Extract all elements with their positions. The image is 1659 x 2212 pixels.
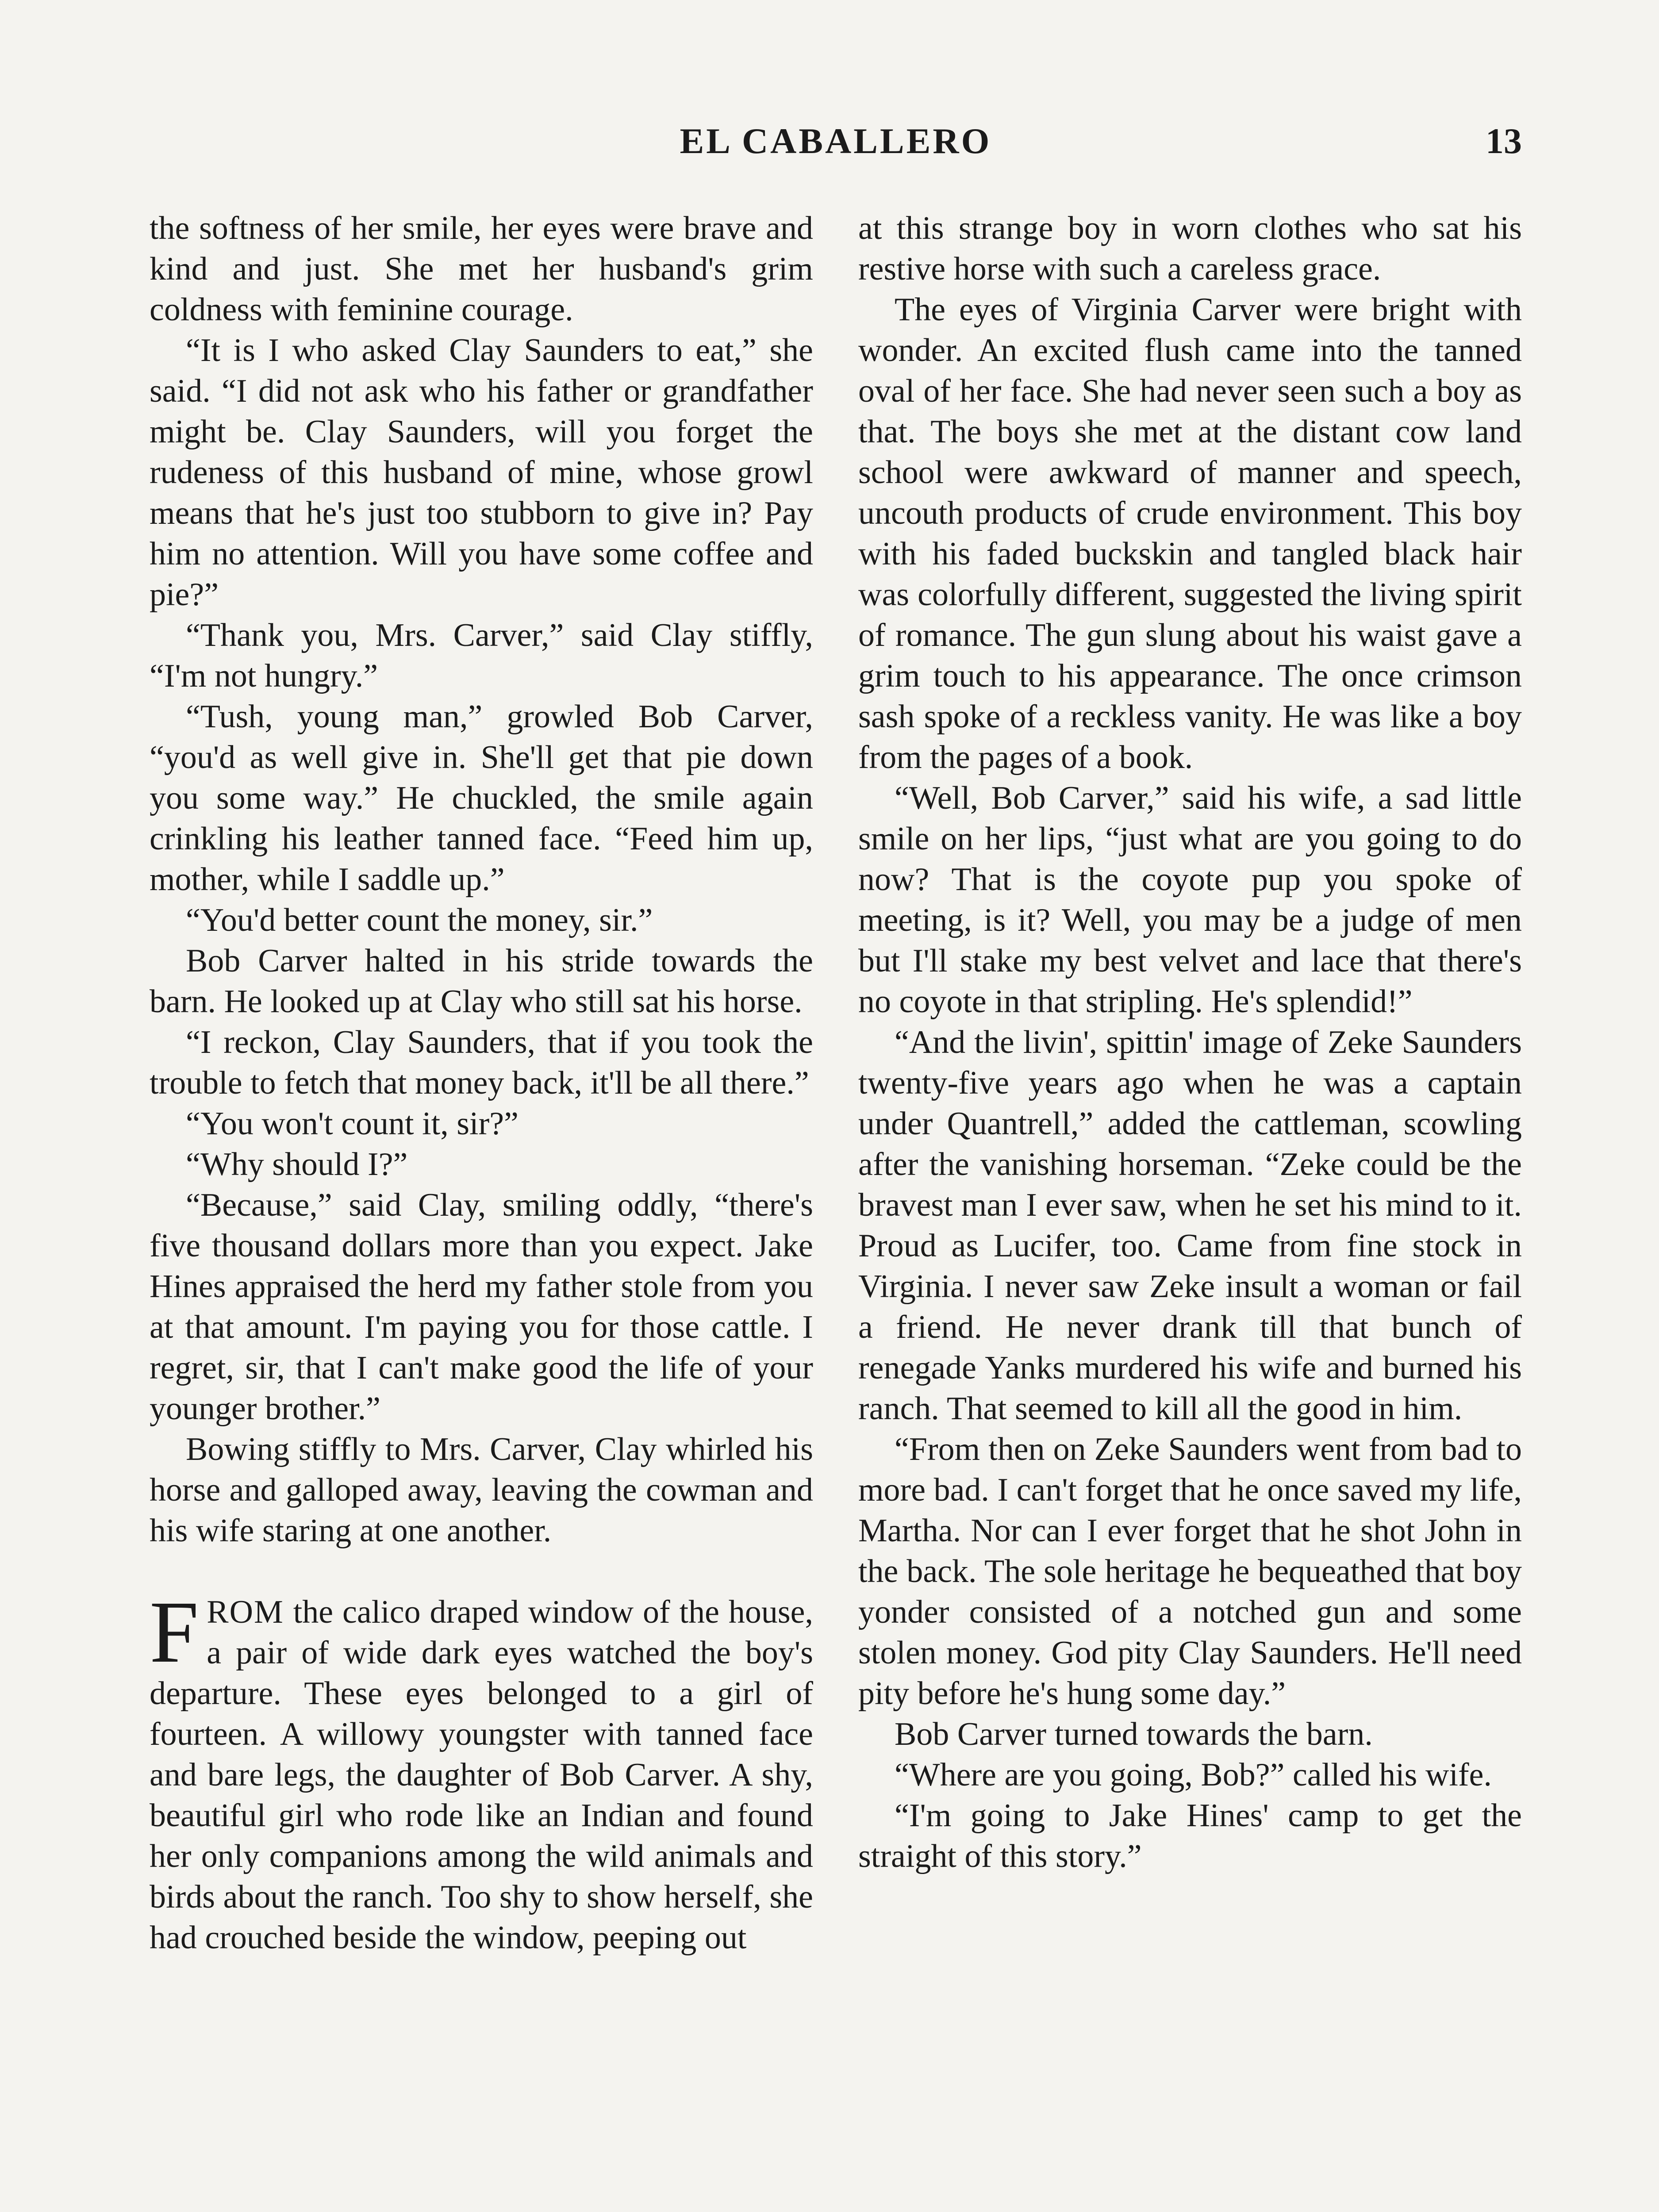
paragraph: “Why should I?” bbox=[186, 1146, 408, 1183]
paragraph: “I'm going to Jake Hines' camp to get the straight of this story.” bbox=[858, 1797, 1522, 1874]
paragraph: at this strange boy in worn clothes who sat his restive horse with such a careless grace. bbox=[858, 210, 1522, 287]
right-column bbox=[858, 208, 1522, 2212]
text-columns bbox=[150, 208, 1522, 2212]
paragraph: “You won't count it, sir?” bbox=[186, 1106, 518, 1142]
paragraph: Bob Carver turned towards the barn. bbox=[895, 1716, 1373, 1752]
paragraph: “I reckon, Clay Saunders, that if you took the trouble to fetch that money back, it'll be all there.” bbox=[150, 1024, 813, 1101]
left-column bbox=[150, 208, 813, 2212]
paragraph: “Tush, young man,” growled Bob Carver, “you'd as well give in. She'll get that pie down you some way.” He chuckled, the smile again crinkling his leather tanned face. “Feed him up, mother, while I saddle up.” bbox=[150, 699, 813, 898]
page-header bbox=[150, 120, 1522, 178]
drop-cap: F bbox=[150, 1583, 199, 1681]
dropcap-paragraph bbox=[150, 1583, 813, 1958]
small-caps-lead: ROM bbox=[207, 1594, 284, 1630]
paragraph: the softness of her smile, her eyes were brave and kind and just. She met her husband's grim coldness with feminine courage. bbox=[150, 210, 813, 328]
paragraph: “Well, Bob Carver,” said his wife, a sad little smile on her lips, “just what are you going to do now? That is the coyote pup you spoke of meeting, is it? Well, you may be a judge of men but I'll stake my best velvet and lace that there's no coyote in that stripling. He's splendid!” bbox=[858, 780, 1522, 1020]
paragraph: “Where are you going, Bob?” called his wife. bbox=[895, 1757, 1492, 1793]
paragraph: The eyes of Virginia Carver were bright with wonder. An excited flush came into the tanned oval of her face. She had never seen such a boy as that. The boys she met at the distant cow land school were awkward of manner and speech, uncouth products of crude environment. This boy with his faded buckskin and tangled black hair was colorfully different, suggested the living spirit of romance. The gun slung about his waist gave a grim touch to his appearance. The once crimson sash spoke of a reckless vanity. He was like a boy from the pages of a book. bbox=[858, 292, 1522, 776]
paragraph: Bowing stiffly to Mrs. Carver, Clay whirled his horse and galloped away, leaving the cowman and his wife staring at one another. bbox=[150, 1431, 813, 1549]
section-break bbox=[150, 1551, 813, 1592]
paragraph: “And the livin', spittin' image of Zeke Saunders twenty-five years ago when he was a captain under Quantrell,” added the cattleman, scowling after the vanishing horseman. “Zeke could be the bravest man I ever saw, when he set his mind to it. Proud as Lucifer, too. Came from fine stock in Virginia. I never saw Zeke insult a woman or fail a friend. He never drank till that bunch of renegade Yanks murdered his wife and burned his ranch. That seemed to kill all the good in him. bbox=[858, 1024, 1522, 1427]
paragraph: “From then on Zeke Saunders went from bad to more bad. I can't forget that he once saved my life, Martha. Nor can I ever forget that he shot John in the back. The sole heritage he bequeathed that boy yonder consisted of a notched gun and some stolen money. God pity Clay Saunders. He'll need pity before he's hung some day.” bbox=[858, 1431, 1522, 1712]
page-number: 13 bbox=[1486, 121, 1522, 161]
paragraph: Bob Carver halted in his stride towards the barn. He looked up at Clay who still sat his horse. bbox=[150, 943, 813, 1020]
paragraph: “It is I who asked Clay Saunders to eat,” she said. “I did not ask who his father or grandfather might be. Clay Saunders, will you forget the rudeness of this husband of mine, whose growl means that he's just too stubborn to give in? Pay him no attention. Will you have some coffee and pie?” bbox=[150, 332, 813, 613]
running-title: EL CABALLERO bbox=[680, 121, 992, 161]
paragraph: “Thank you, Mrs. Carver,” said Clay stiffly, “I'm not hungry.” bbox=[150, 617, 813, 694]
paragraph: “You'd better count the money, sir.” bbox=[186, 902, 653, 938]
paragraph-text: the calico draped window of the house, a pair of wide dark eyes watched the boy's departure. These eyes belonged to a girl of fourteen. A willowy youngster with tanned face and bare legs, the daughter of Bob Carver. A shy, beautiful girl who rode like an Indian and found her only companions among the wild animals and birds about the ranch. Too shy to show herself, she had crouched beside the window, peeping out bbox=[150, 1594, 813, 1956]
paragraph: “Because,” said Clay, smiling oddly, “there's five thousand dollars more than you expect. Jake Hines appraised the herd my father stole from you at that amount. I'm paying you for those cattle. I regret, sir, that I can't make good the life of your younger brother.” bbox=[150, 1187, 813, 1427]
